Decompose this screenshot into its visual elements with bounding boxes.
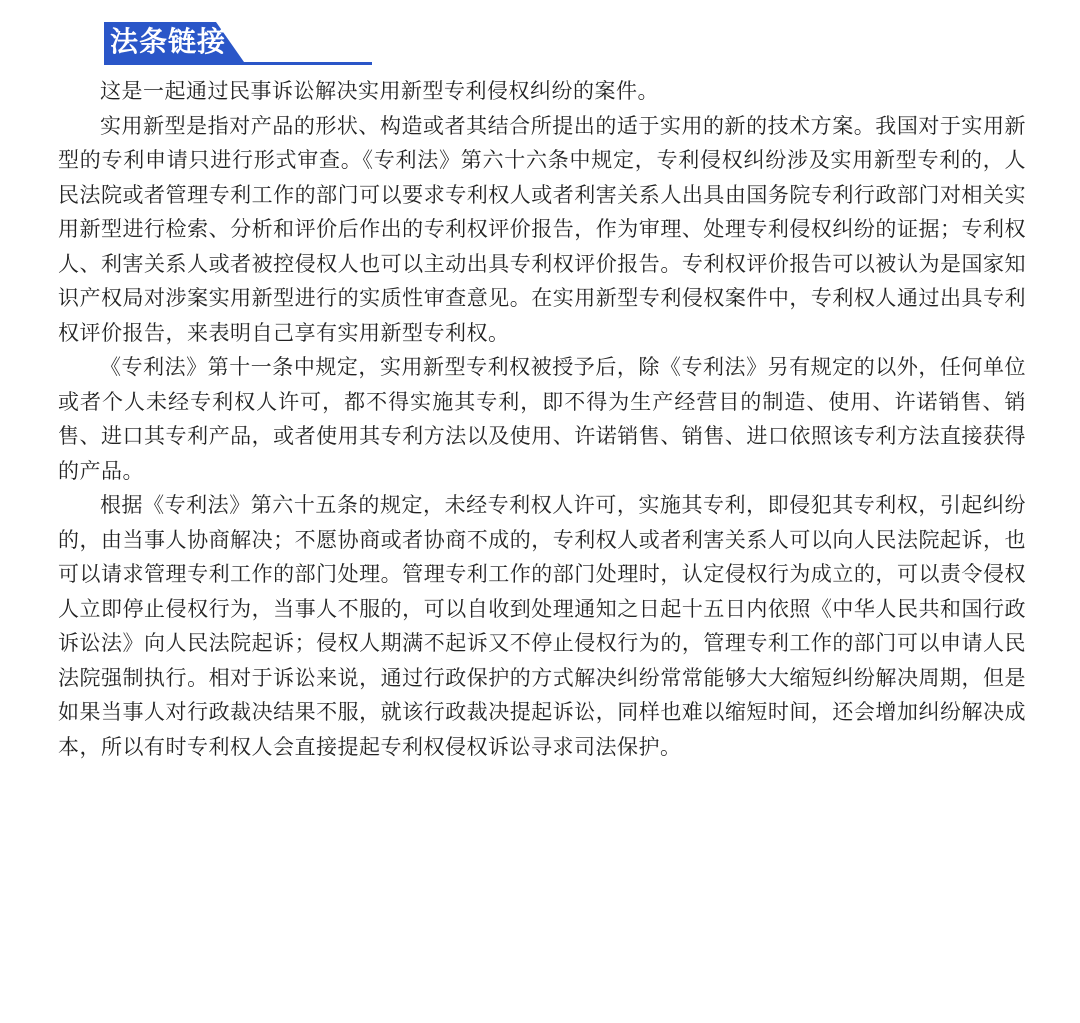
section-heading-title: 法条链接 xyxy=(110,25,227,58)
paragraph-intro: 这是一起通过民事诉讼解决实用新型专利侵权纠纷的案件。 xyxy=(100,79,659,103)
heading-underline-rule xyxy=(104,62,372,65)
article-body xyxy=(58,74,1026,764)
paragraph-article-65: 根据《专利法》第六十五条的规定，未经专利权人许可，实施其专利，即侵犯其专利权，引起纠纷的，由当事人协商解决；不愿协商或者协商不成的，专利权人或者利害关系人可以向人民法院起诉，也可以请求管理专利工作的部门处理。管理专利工作的部门处理时，认定侵权行为成立的，可以责令侵权人立即停止侵权行为，当事人不服的，可以自收到处理通知之日起十五日内依照《中华人民共和国行政诉讼法》向人民法院起诉；侵权人期满不起诉又不停止侵权行为的，管理专利工作的部门可以申请人民法院强制执行。相对于诉讼来说，通过行政保护的方式解决纠纷常常能够大大缩短纠纷解决周期，但是如果当事人对行政裁决结果不服，就该行政裁决提起诉讼，同样也难以缩短时间，还会增加纠纷解决成本，所以有时专利权人会直接提起专利权侵权诉讼寻求司法保护。 xyxy=(58,493,1026,759)
paragraph-article-11: 《专利法》第十一条中规定，实用新型专利权被授予后，除《专利法》另有规定的以外，任何单位或者个人未经专利权人许可，都不得实施其专利，即不得为生产经营目的制造、使用、许诺销售、销售、进口其专利产品，或者使用其专利方法以及使用、许诺销售、销售、进口依照该专利方法直接获得的产品。 xyxy=(58,355,1026,483)
section-heading xyxy=(104,22,374,66)
paragraph-utility-model: 实用新型是指对产品的形状、构造或者其结合所提出的适于实用的新的技术方案。我国对于实用新型的专利申请只进行形式审查。《专利法》第六十六条中规定，专利侵权纠纷涉及实用新型专利的，人民法院或者管理专利工作的部门可以要求专利权人或者利害关系人出具由国务院专利行政部门对相关实用新型进行检索、分析和评价后作出的专利权评价报告，作为审理、处理专利侵权纠纷的证据；专利权人、利害关系人或者被控侵权人也可以主动出具专利权评价报告。专利权评价报告可以被认为是国家知识产权局对涉案实用新型进行的实质性审查意见。在实用新型专利侵权案件中，专利权人通过出具专利权评价报告，来表明自己享有实用新型专利权。 xyxy=(58,113,1026,345)
